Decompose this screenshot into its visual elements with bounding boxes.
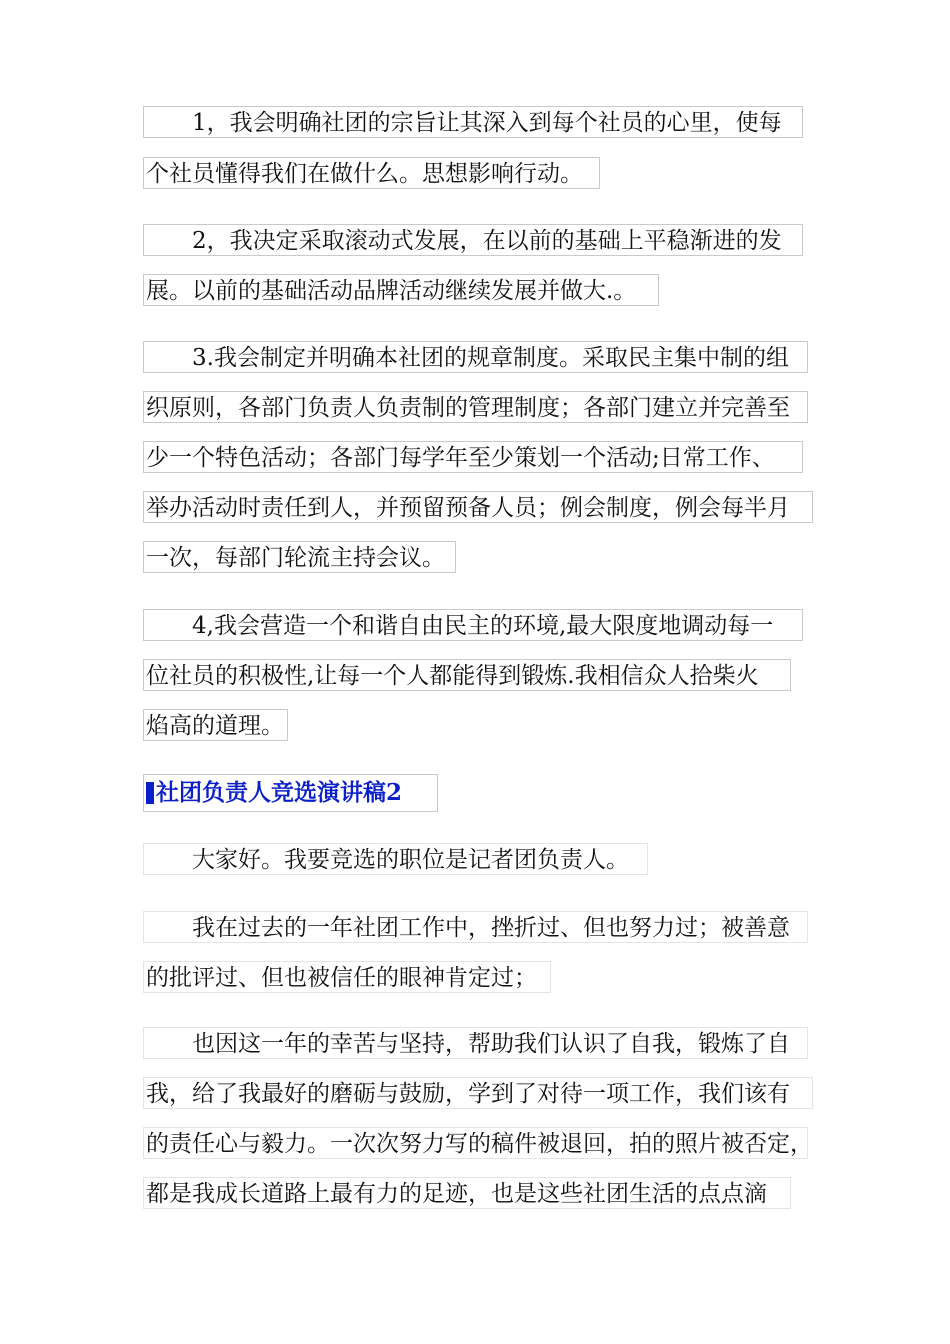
speech-3-line-1: 也因这一年的幸苦与坚持，帮助我们认识了自我，锻炼了自 [143,1027,808,1059]
heading-marker [146,782,154,804]
paragraph-2-line-2: 展。以前的基础活动品牌活动继续发展并做大.。 [143,274,659,306]
speech-1-line-1: 大家好。我要竞选的职位是记者团负责人。 [143,843,648,875]
speech-3-line-3: 的责任心与毅力。一次次努力写的稿件被退回，拍的照片被否定， [143,1127,808,1159]
paragraph-1-line-2: 个社员懂得我们在做什么。思想影响行动。 [143,157,600,189]
paragraph-3-line-3: 少一个特色活动；各部门每学年至少策划一个活动;日常工作、 [143,441,803,473]
paragraph-3-line-2: 织原则，各部门负责人负责制的管理制度；各部门建立并完善至 [143,391,808,423]
speech-3-line-4: 都是我成长道路上最有力的足迹，也是这些社团生活的点点滴 [143,1177,791,1209]
paragraph-4-line-3: 焰高的道理。 [143,709,288,741]
section-heading [143,774,438,812]
section-heading-text: 社团负责人竞选演讲稿2 [156,779,403,806]
paragraph-3-line-5: 一次，每部门轮流主持会议。 [143,541,456,573]
paragraph-4-line-2: 位社员的积极性,让每一个人都能得到锻炼.我相信众人拾柴火 [143,659,791,691]
paragraph-2-line-1: 2，我决定采取滚动式发展，在以前的基础上平稳渐进的发 [143,224,803,256]
paragraph-1-line-1: 1，我会明确社团的宗旨让其深入到每个社员的心里，使每 [143,106,803,138]
speech-2-line-2: 的批评过、但也被信任的眼神肯定过； [143,961,551,993]
paragraph-3-line-1: 3.我会制定并明确本社团的规章制度。采取民主集中制的组 [143,341,808,373]
speech-2-line-1: 我在过去的一年社团工作中，挫折过、但也努力过；被善意 [143,911,808,943]
speech-3-line-2: 我，给了我最好的磨砺与鼓励，学到了对待一项工作，我们该有 [143,1077,813,1109]
paragraph-3-line-4: 举办活动时责任到人，并预留预备人员；例会制度，例会每半月 [143,491,813,523]
paragraph-4-line-1: 4,我会营造一个和谐自由民主的环境,最大限度地调动每一 [143,609,803,641]
